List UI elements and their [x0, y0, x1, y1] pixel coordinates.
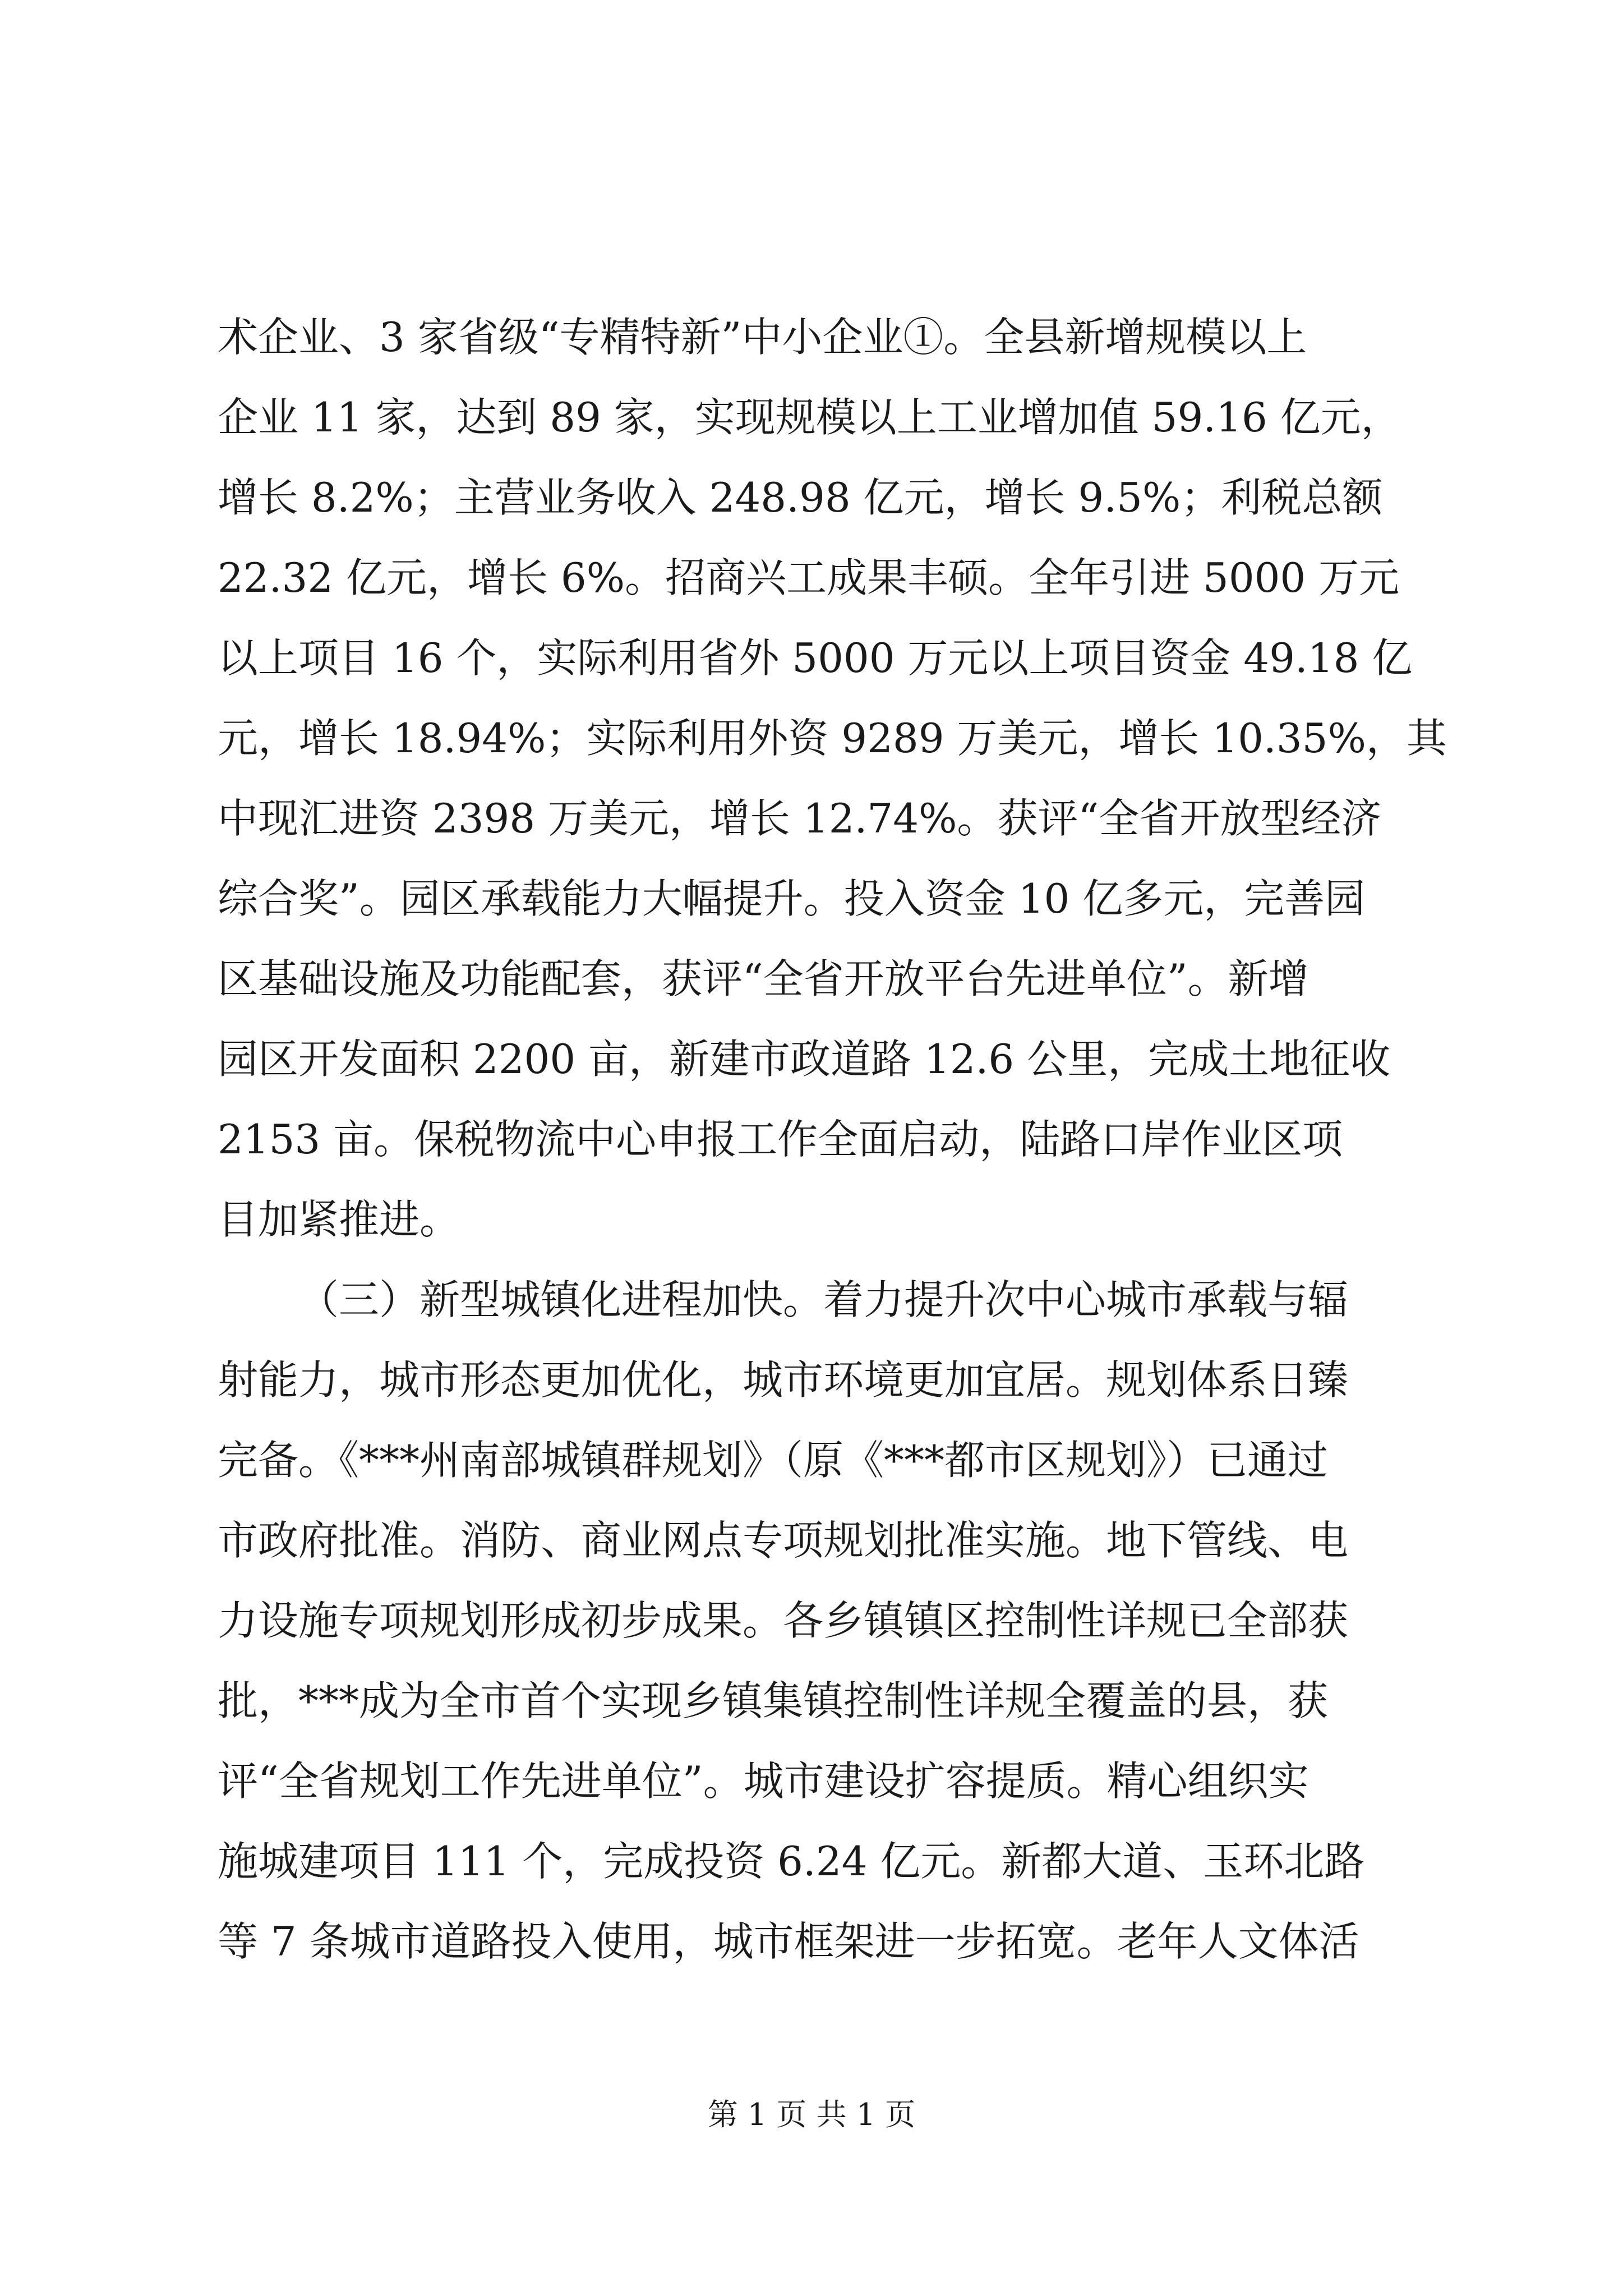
section-heading-line: （三）新型城镇化进程加快。着力提升次中心城市承载与辐: [298, 1276, 1349, 1323]
text-line: 综合奖”。园区承载能力大幅提升。投入资金 10 亿多元，完善园: [218, 875, 1366, 922]
text-line: 射能力，城市形态更加优化，城市环境更加宜居。规划体系日臻: [218, 1356, 1349, 1404]
text-line: 施城建项目 111 个，完成投资 6.24 亿元。新都大道、玉环北路: [218, 1838, 1365, 1885]
text-line: 等 7 条城市道路投入使用，城市框架进一步拓宽。老年人文体活: [218, 1918, 1359, 1965]
text-line: 中现汇进资 2398 万美元，增长 12.74%。获评“全省开放型经济: [218, 795, 1382, 842]
page-footer: 第 1 页 共 1 页: [707, 2097, 916, 2132]
text-line: 批，***成为全市首个实现乡镇集镇控制性详规全覆盖的县，获: [218, 1677, 1329, 1724]
text-line: 22.32 亿元，增长 6%。招商兴工成果丰硕。全年引进 5000 万元: [218, 554, 1400, 601]
text-line: 术企业、3 家省级“专精特新”中小企业①。全县新增规模以上: [218, 314, 1307, 361]
text-line: 目加紧推进。: [218, 1196, 460, 1243]
text-line: 区基础设施及功能配套，获评“全省开放平台先进单位”。新增: [218, 955, 1309, 1002]
text-line: 园区开发面积 2200 亩，新建市政道路 12.6 公里，完成土地征收: [218, 1036, 1391, 1083]
text-line: 以上项目 16 个，实际利用省外 5000 万元以上项目资金 49.18 亿: [218, 634, 1413, 682]
text-line: 市政府批准。消防、商业网点专项规划批准实施。地下管线、电: [218, 1517, 1349, 1564]
text-line: 元，增长 18.94%；实际利用外资 9289 万美元，增长 10.35%，其: [218, 715, 1447, 762]
text-line: 2153 亩。保税物流中心申报工作全面启动，陆路口岸作业区项: [218, 1116, 1343, 1163]
text-line: 力设施专项规划形成初步成果。各乡镇镇区控制性详规已全部获: [218, 1597, 1349, 1644]
text-line: 企业 11 家，达到 89 家，实现规模以上工业增加值 59.16 亿元，: [218, 394, 1401, 441]
text-line: 增长 8.2%；主营业务收入 248.98 亿元，增长 9.5%；利税总额: [218, 474, 1383, 521]
text-line: 完备。《***州南部城镇群规划》（原《***都市区规划》）已通过: [218, 1437, 1329, 1484]
text-line: 评“全省规划工作先进单位”。城市建设扩容提质。精心组织实: [218, 1757, 1309, 1805]
